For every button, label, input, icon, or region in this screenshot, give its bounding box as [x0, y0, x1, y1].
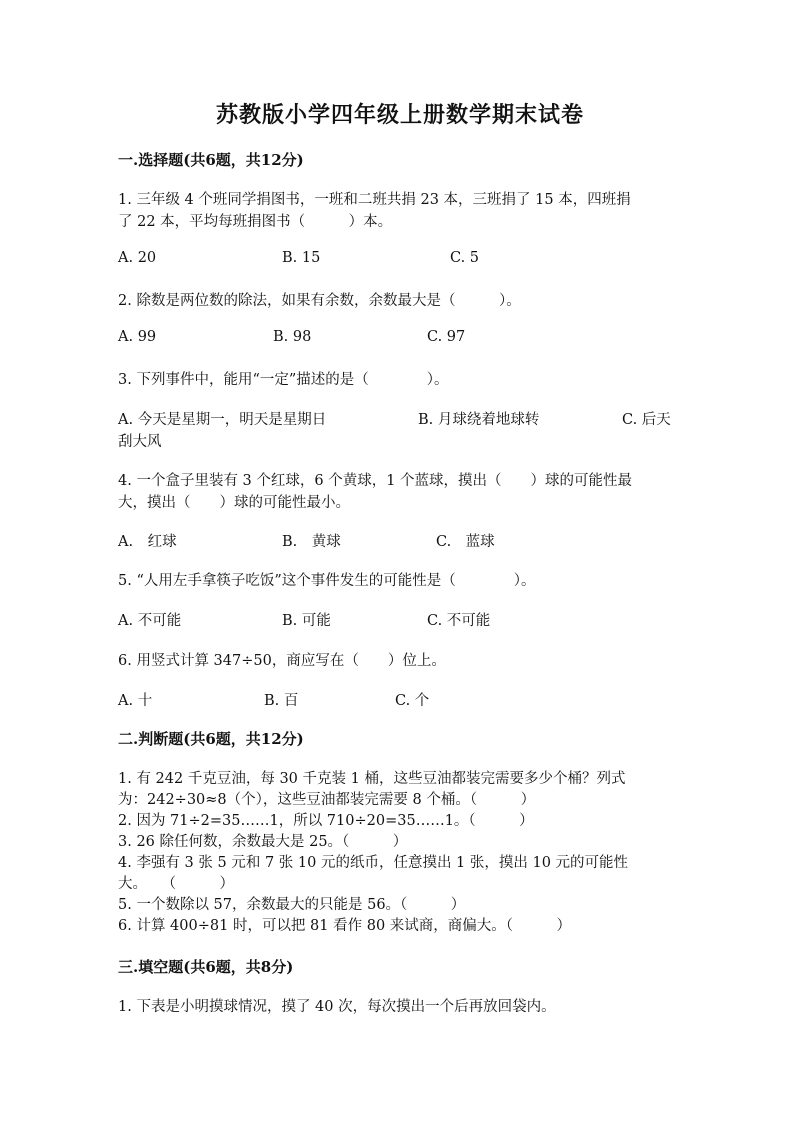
- option-a: A. 不可能: [118, 613, 182, 629]
- option-c: C. 97: [427, 329, 466, 345]
- question-line: 2. 因为 71÷2=35……1，所以 710÷20=35……1。（ ）: [118, 813, 534, 829]
- option-c-wrap: 刮大风: [118, 434, 162, 450]
- option-c: C. 5: [450, 250, 480, 266]
- option-b: B. 98: [273, 329, 312, 345]
- option-b: B. 月球绕着地球转: [418, 412, 540, 428]
- question-line: 1. 下表是小明摸球情况，摸了 40 次，每次摸出一个后再放回袋内。: [118, 999, 556, 1015]
- question-line: 5. 一个数除以 57，余数最大的只能是 56。（ ）: [118, 897, 466, 913]
- option-b: B. 黄球: [282, 534, 341, 550]
- option-c: C. 蓝球: [436, 534, 495, 550]
- question-line: 5. “人用左手拿筷子吃饭”这个事件发生的可能性是（ ）。: [118, 573, 536, 589]
- question-line: 4. 李强有 3 张 5 元和 7 张 10 元的纸币，任意摸出 1 张，摸出 10 元的可能性: [118, 855, 629, 871]
- section-heading-fill: 三.填空题(共6题，共8分): [118, 958, 294, 976]
- option-a: A. 99: [118, 329, 157, 345]
- question-line: 大，摸出（ ）球的可能性最小。: [118, 495, 350, 511]
- question-line: 为：242÷30≈8（个），这些豆油都装完需要 8 个桶。（ ）: [118, 792, 536, 808]
- section-heading-judgement: 二.判断题(共6题，共12分): [118, 730, 304, 748]
- question-line: 3. 下列事件中，能用“一定”描述的是（ ）。: [118, 372, 449, 388]
- question-line: 1. 有 242 千克豆油，每 30 千克装 1 桶，这些豆油都装完需要多少个桶？列式: [118, 771, 626, 787]
- question-line: 4. 一个盒子里装有 3 个红球，6 个黄球，1 个蓝球，摸出（ ）球的可能性最: [118, 473, 633, 489]
- option-c: C. 不可能: [427, 613, 491, 629]
- page-title: 苏教版小学四年级上册数学期末试卷: [215, 102, 584, 128]
- question-line: 3. 26 除任何数，余数最大是 25。（ ）: [118, 834, 408, 850]
- option-b: B. 可能: [282, 613, 331, 629]
- question-line: 6. 用竖式计算 347÷50，商应写在（ ）位上。: [118, 653, 446, 669]
- question-line: 6. 计算 400÷81 时，可以把 81 看作 80 来试商，商偏大。（ ）: [118, 918, 572, 934]
- option-b: B. 百: [264, 693, 299, 709]
- option-a: A. 十: [118, 693, 153, 709]
- question-line: 1. 三年级 4 个班同学捐图书，一班和二班共捐 23 本，三班捐了 15 本，四班捐: [118, 192, 631, 208]
- question-line: 了 22 本，平均每班捐图书（ ）本。: [118, 214, 393, 230]
- question-line: 2. 除数是两位数的除法，如果有余数，余数最大是（ ）。: [118, 293, 521, 309]
- option-b: B. 15: [282, 250, 321, 266]
- option-a: A. 20: [118, 250, 157, 266]
- option-a: A. 今天是星期一，明天是星期日: [118, 412, 327, 428]
- question-line: 大。 （ ）: [118, 876, 234, 892]
- option-a: A. 红球: [118, 534, 177, 550]
- section-heading-choice: 一.选择题(共6题，共12分): [118, 151, 304, 169]
- option-c: C. 个: [395, 693, 430, 709]
- option-c: C. 后天: [622, 412, 671, 428]
